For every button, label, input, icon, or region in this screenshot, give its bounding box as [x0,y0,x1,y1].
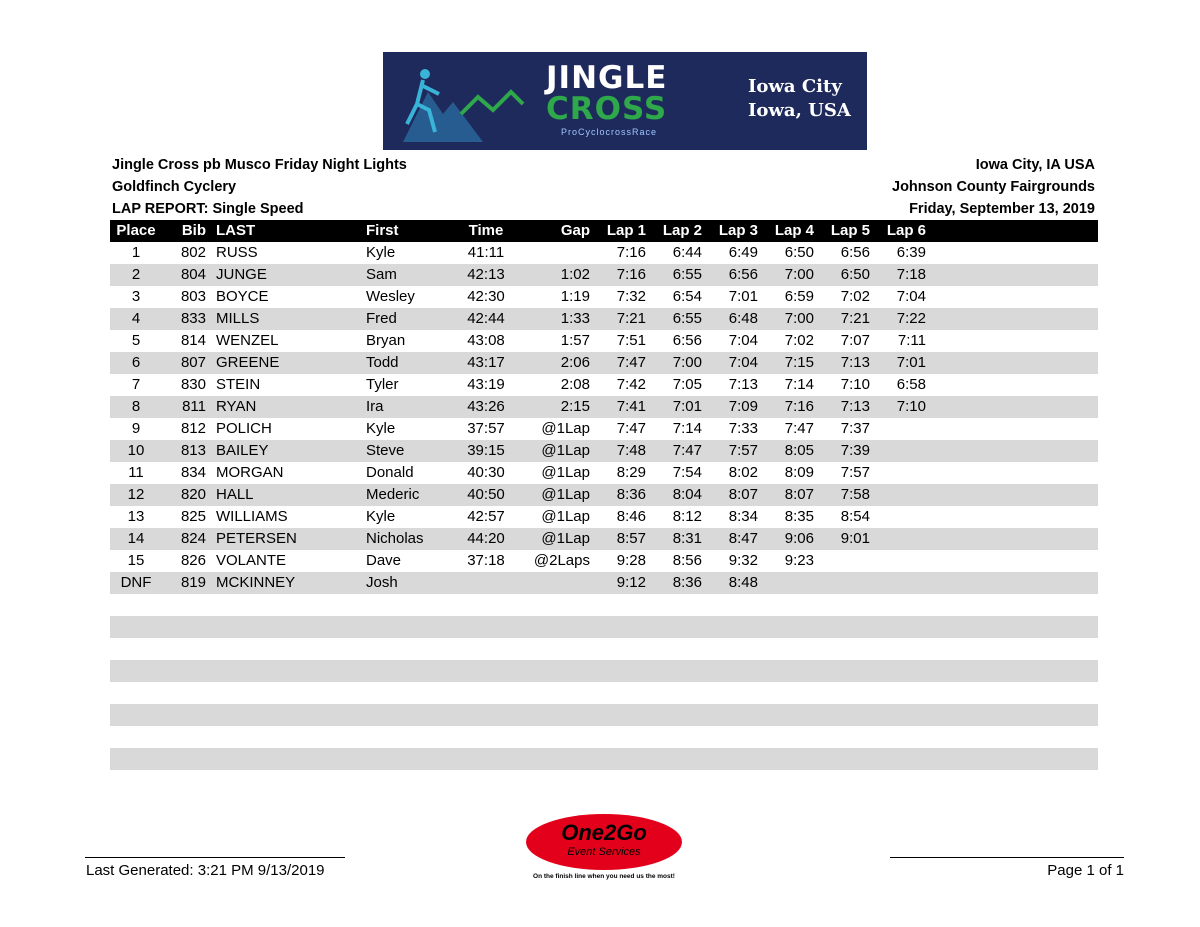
cell-last: POLICH [216,420,272,437]
cell-lap6 [870,418,926,440]
cell-bib: 807 [180,354,206,371]
cell-lap4 [758,572,814,594]
header-lap1: Lap 1 [606,222,646,239]
cell-last: BOYCE [216,288,269,305]
cell-place: 10 [127,442,145,459]
cell-place: DNF [120,574,152,591]
cell-spacer [926,330,1098,352]
cell-lap5: 7:58 [840,486,870,503]
header-lap2: Lap 2 [662,222,702,239]
cell-time: 40:50 [467,486,505,503]
cell-bib: 826 [180,552,206,569]
cell-bib: 820 [180,486,206,503]
table-row [110,550,1098,572]
cell-spacer [926,484,1098,506]
cell-lap6 [870,550,926,572]
table-row [110,396,1098,418]
cell-first: Sam [366,266,397,283]
header-last: LAST [216,222,256,239]
cell-bib: 803 [180,288,206,305]
empty-row [110,748,1098,770]
cell-gap: @1Lap [541,442,590,459]
cell-lap3: 6:56 [728,266,758,283]
cell-time: 40:30 [467,464,505,481]
table-row [110,462,1098,484]
cell-lap4: 6:50 [784,244,814,261]
cell-spacer [926,352,1098,374]
cell-bib: 814 [180,332,206,349]
cell-lap1: 7:21 [616,310,646,327]
header-lap6: Lap 6 [886,222,926,239]
cell-time: 44:20 [467,530,505,547]
cell-first: Bryan [366,332,406,349]
empty-cell [110,660,1098,682]
cell-time: 42:44 [467,310,505,327]
cell-first: Kyle [366,420,396,437]
cell-bib: 804 [180,266,206,283]
table-row [110,528,1098,550]
cell-place: 13 [127,508,145,525]
cell-lap4: 9:23 [784,552,814,569]
cell-lap5: 7:13 [840,398,870,415]
table-row [110,286,1098,308]
cell-lap3: 8:07 [728,486,758,503]
cell-bib: 811 [182,398,206,415]
table-row [110,308,1098,330]
empty-cell [110,704,1098,726]
cell-lap6: 7:10 [896,398,926,415]
cell-lap5 [814,550,870,572]
cell-bib: 824 [180,530,206,547]
cell-spacer [926,528,1098,550]
lap-report-table [110,220,1098,770]
table-row [110,572,1098,594]
empty-row [110,594,1098,616]
cell-last: GREENE [216,354,280,371]
cell-place: 12 [127,486,145,503]
header-gap: Gap [560,222,590,239]
cell-lap6: 6:58 [896,376,926,393]
table-row [110,352,1098,374]
cell-lap1: 7:42 [616,376,646,393]
cell-gap: 1:57 [560,332,590,349]
cell-lap6: 7:01 [896,354,926,371]
header-lap4: Lap 4 [774,222,814,239]
cell-lap4: 8:07 [784,486,814,503]
cell-bib: 802 [180,244,206,261]
cell-first: Dave [366,552,402,569]
cell-bib: 813 [180,442,206,459]
event-location: Iowa City, IA USA [975,157,1095,173]
cell-first: Kyle [366,508,396,525]
banner-state: Iowa, USA [748,100,851,121]
empty-cell [110,594,1098,616]
cell-lap3: 7:33 [728,420,758,437]
cell-place: 8 [131,398,141,415]
cell-lap3: 8:47 [728,530,758,547]
empty-cell [110,682,1098,704]
cell-lap3: 6:48 [728,310,758,327]
table-row [110,484,1098,506]
cell-time: 42:30 [467,288,505,305]
empty-cell [110,726,1098,748]
cell-first: Steve [366,442,405,459]
cell-lap2: 6:56 [672,332,702,349]
table-body [110,242,1098,770]
cell-lap4: 9:06 [784,530,814,547]
cell-gap: 2:06 [560,354,590,371]
cell-first: Kyle [366,244,396,261]
cell-first: Ira [366,398,384,415]
cell-lap6 [870,506,926,528]
cell-lap2: 8:56 [672,552,702,569]
cell-lap1: 7:48 [616,442,646,459]
cell-lap6 [870,484,926,506]
cell-gap: @1Lap [541,420,590,437]
cell-lap1: 8:57 [616,530,646,547]
cell-lap2: 7:00 [672,354,702,371]
cell-time: 41:11 [467,244,505,261]
logo-subtitle: Event Services [567,846,641,858]
cell-lap1: 8:36 [616,486,646,503]
table-row [110,506,1098,528]
cell-lap4: 7:02 [784,332,814,349]
cell-lap1: 7:16 [616,266,646,283]
cell-lap1: 9:28 [616,552,646,569]
logo-word-cross: CROSS [546,91,668,127]
cell-time [456,572,516,594]
cell-gap: @2Laps [533,552,590,569]
cell-lap2: 6:44 [672,244,702,261]
cell-lap1: 7:16 [616,244,646,261]
cell-lap4: 7:00 [784,310,814,327]
cell-spacer [926,308,1098,330]
table-row [110,374,1098,396]
empty-row [110,638,1098,660]
logo-name: One2Go [561,820,647,845]
logo-word-jingle: JINGLE [546,60,668,96]
cell-lap4: 8:05 [784,442,814,459]
cell-last: BAILEY [216,442,269,459]
cell-lap4: 6:59 [784,288,814,305]
cell-lap1: 8:46 [616,508,646,525]
cell-time: 37:18 [467,552,505,569]
cell-lap2: 7:01 [672,398,702,415]
cell-spacer [926,242,1098,264]
cell-time: 37:57 [467,420,505,437]
cell-lap4: 7:16 [784,398,814,415]
cell-spacer [926,396,1098,418]
cell-place: 1 [131,244,141,261]
cell-lap6: 7:04 [896,288,926,305]
cell-bib: 833 [180,310,206,327]
cell-lap5: 7:02 [840,288,870,305]
cell-spacer [926,506,1098,528]
cell-lap2: 7:54 [672,464,702,481]
cell-lap4: 8:35 [784,508,814,525]
cell-last: HALL [216,486,254,503]
cell-lap2: 6:55 [672,310,702,327]
cell-lap3: 7:04 [728,332,758,349]
cell-spacer [926,550,1098,572]
empty-row [110,704,1098,726]
cell-lap5: 7:21 [840,310,870,327]
cell-lap3: 7:13 [728,376,758,393]
cell-lap1: 7:41 [616,398,646,415]
cell-place: 11 [128,464,144,481]
cell-lap2: 8:36 [672,574,702,591]
table-row [110,264,1098,286]
cell-lap2: 8:04 [672,486,702,503]
cell-gap: @1Lap [541,486,590,503]
cell-spacer [926,572,1098,594]
cell-lap5: 7:39 [840,442,870,459]
cell-bib: 834 [180,464,206,481]
cell-place: 4 [131,310,141,327]
signature-line-left [85,857,345,858]
cell-lap6 [870,440,926,462]
cell-lap5: 7:57 [840,464,870,481]
cell-first: Todd [366,354,399,371]
logo-tagline: ProCyclocrossRace [561,127,658,137]
cell-last: RUSS [216,244,258,261]
cell-lap1: 7:32 [616,288,646,305]
header-bib: Bib [181,222,206,239]
cell-spacer [926,418,1098,440]
header-place: Place [116,222,156,239]
header-lap3: Lap 3 [718,222,758,239]
cell-lap5: 6:50 [840,266,870,283]
cell-gap: 1:33 [560,310,590,327]
cell-lap3: 7:57 [728,442,758,459]
cell-lap2: 7:05 [672,376,702,393]
cell-place: 15 [127,552,145,569]
cell-lap5: 7:10 [840,376,870,393]
cell-first: Mederic [366,486,420,503]
cell-lap6: 7:18 [896,266,926,283]
cell-lap2: 6:54 [672,288,702,305]
cell-place: 14 [127,530,145,547]
cell-lap1: 9:12 [616,574,646,591]
cell-lap1: 7:51 [616,332,646,349]
page-number: Page 1 of 1 [1047,862,1124,879]
cell-first: Tyler [366,376,399,393]
cell-last: MORGAN [216,464,284,481]
cell-lap6 [870,572,926,594]
cell-time: 42:57 [467,508,505,525]
cell-lap2: 6:55 [672,266,702,283]
cell-lap6: 7:11 [897,332,926,349]
cell-lap3: 8:34 [728,508,758,525]
table-row [110,242,1098,264]
cell-lap4: 8:09 [784,464,814,481]
cell-lap5: 8:54 [840,508,870,525]
report-title: LAP REPORT: Single Speed [112,201,304,217]
cell-lap5: 7:07 [840,332,870,349]
empty-row [110,660,1098,682]
cell-lap1: 8:29 [616,464,646,481]
cell-lap5: 7:13 [840,354,870,371]
cell-last: WILLIAMS [216,508,288,525]
cell-gap: @1Lap [541,508,590,525]
cell-lap3: 8:48 [728,574,758,591]
cell-time: 39:15 [467,442,505,459]
last-generated: Last Generated: 3:21 PM 9/13/2019 [86,862,325,879]
cell-spacer [926,462,1098,484]
table-header-row [110,220,1098,242]
cell-gap [516,572,590,594]
header-lap5: Lap 5 [830,222,870,239]
cell-lap2: 8:12 [672,508,702,525]
cyclist-mountain-graphic [383,52,543,150]
cell-bib: 830 [180,376,206,393]
cell-lap3: 7:01 [728,288,758,305]
empty-cell [110,748,1098,770]
cell-place: 3 [131,288,141,305]
cell-first: Fred [366,310,397,327]
header-time: Time [468,222,504,239]
logo-tagline-footer: On the finish line when you need us the most! [533,873,675,880]
cell-bib: 819 [180,574,206,591]
cell-last: MILLS [216,310,260,327]
cell-spacer [926,264,1098,286]
empty-cell [110,638,1098,660]
cell-last: WENZEL [216,332,279,349]
cell-gap: 1:19 [560,288,590,305]
cell-lap4: 7:14 [784,376,814,393]
cell-lap1: 7:47 [616,354,646,371]
cell-lap3: 6:49 [728,244,758,261]
cell-lap5: 7:37 [840,420,870,437]
header-first: First [366,222,399,239]
cell-lap5: 6:56 [840,244,870,261]
cell-spacer [926,286,1098,308]
cell-lap6 [870,528,926,550]
banner-city: Iowa City [748,76,842,97]
cell-place: 9 [131,420,141,437]
event-organizer: Goldfinch Cyclery [112,179,237,195]
table-row [110,440,1098,462]
signature-line-right [890,857,1124,858]
cell-lap4: 7:47 [784,420,814,437]
cell-place: 5 [131,332,141,349]
cell-first: Wesley [366,288,415,305]
cell-bib: 825 [180,508,206,525]
cell-last: JUNGE [216,266,267,283]
cell-lap1: 7:47 [616,420,646,437]
header-spacer [926,220,1098,242]
cell-gap: 1:02 [560,266,590,283]
cell-last: PETERSEN [216,530,297,547]
cell-lap2: 8:31 [672,530,702,547]
event-title: Jingle Cross pb Musco Friday Night Lights [112,157,407,173]
cell-gap: 2:08 [560,376,590,393]
cell-first: Donald [366,464,414,481]
cell-lap3: 7:04 [728,354,758,371]
empty-row [110,616,1098,638]
empty-row [110,726,1098,748]
cell-place: 7 [131,376,141,393]
cell-gap: @1Lap [541,464,590,481]
cell-time: 43:19 [467,376,505,393]
cell-bib: 812 [180,420,206,437]
cell-lap4: 7:15 [784,354,814,371]
empty-cell [110,616,1098,638]
cell-lap3: 8:02 [728,464,758,481]
event-venue: Johnson County Fairgrounds [892,179,1095,195]
cell-lap5 [814,572,870,594]
cell-lap6 [870,462,926,484]
cell-lap2: 7:47 [672,442,702,459]
cell-lap5: 9:01 [840,530,870,547]
cell-lap2: 7:14 [672,420,702,437]
cell-lap4: 7:00 [784,266,814,283]
cell-last: VOLANTE [216,552,287,569]
cell-time: 43:26 [467,398,505,415]
cell-time: 43:08 [467,332,505,349]
cell-spacer [926,374,1098,396]
event-info-left [112,154,407,220]
cell-first: Nicholas [366,530,424,547]
cell-lap3: 7:09 [728,398,758,415]
table-row [110,330,1098,352]
cell-gap: @1Lap [541,530,590,547]
cell-gap [516,242,590,264]
cell-gap: 2:15 [560,398,590,415]
cell-time: 42:13 [467,266,505,283]
cell-last: STEIN [216,376,261,393]
cell-time: 43:17 [467,354,505,371]
cell-last: RYAN [216,398,257,415]
table-row [110,418,1098,440]
cell-lap6: 7:22 [896,310,926,327]
empty-row [110,682,1098,704]
event-banner [383,52,867,150]
cell-lap6: 6:39 [896,244,926,261]
cell-first: Josh [366,574,398,591]
event-info-right [892,154,1095,220]
cell-place: 2 [131,266,141,283]
cell-lap3: 9:32 [728,552,758,569]
event-date: Friday, September 13, 2019 [909,201,1095,217]
cell-last: MCKINNEY [216,574,296,591]
cell-spacer [926,440,1098,462]
cell-place: 6 [131,354,141,371]
